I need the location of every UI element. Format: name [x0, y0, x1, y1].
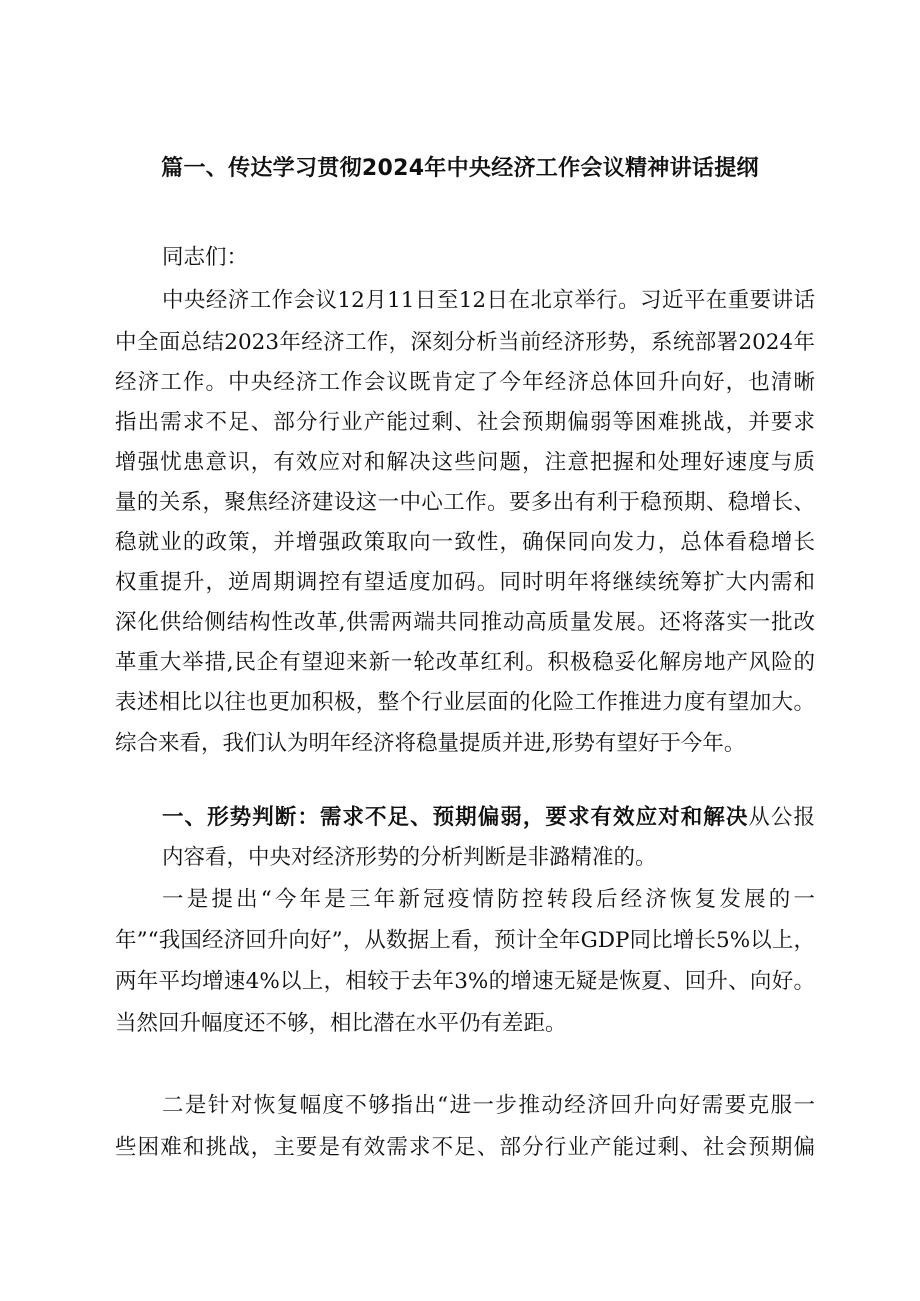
para1-line: 革重大举措,民企有望迎来新一轮改革红利。积极稳妥化解房地产风险的 [115, 650, 815, 675]
para2-line: 年”“我国经济回升向好”，从数据上看，预计全年GDP同比增长5%以上， [115, 928, 815, 953]
para1-line: 中央经济工作会议12月11日至12日在北京举行。习近平在重要讲话 [162, 288, 815, 313]
section1-heading-tail: 从公报 [748, 805, 815, 830]
section1-text-line: 内容看，中央对经济形势的分析判断是非潞精准的。 [162, 845, 657, 870]
para1-line: 权重提升，逆周期调控有望适度加码。同时明年将继续统筹扩大内需和 [115, 570, 815, 595]
para1-line: 增强忧患意识，有效应对和解决这些问题，注意把握和处理好速度与质 [115, 450, 815, 475]
para1-line: 量的关系，聚焦经济建设这一中心工作。要多出有利于稳预期、稳增长、 [115, 490, 815, 515]
para1-line: 中全面总结2023年经济工作，深刻分析当前经济形势，系统部署2024年 [115, 330, 815, 355]
para2-line: 当然回升幅度还不够，相比潜在水平仍有差距。 [115, 1011, 567, 1036]
para1-line: 表述相比以往也更加积极，整个行业层面的化险工作推进力度有望加大。 [115, 690, 815, 715]
para2-line: 两年平均增速4%以上，相较于去年3%的增速无疑是恢夏、回升、向好。 [115, 969, 815, 994]
greeting: 同志们： [162, 245, 249, 270]
section1-heading-line [162, 798, 815, 838]
document-title: 篇一、传达学习贯彻2024年中央经济工作会议精神讲话提纲 [161, 156, 759, 181]
para3-line: 些困难和挑战，主要是有效需求不足、部分行业产能过剩、社会预期偏 [115, 1135, 815, 1160]
para2-line: 一是提出“今年是三年新冠疫情防控转段后经济恢复发展的一 [162, 887, 815, 912]
section1-heading: 一、形势判断：需求不足、预期偏弱，要求有效应对和解决 [162, 805, 749, 830]
para1-line: 指出需求不足、部分行业产能过剩、社会预期偏弱等困难挑战，并要求 [115, 410, 815, 435]
para1-line: 深化供给侧结构性改革,供需两端共同推动高质量发展。还将落实一批改 [115, 610, 815, 635]
para1-line: 稳就业的政策，并增强政策取向一致性，确保同向发力，总体看稳增长 [115, 530, 815, 555]
para1-line: 综合来看，我们认为明年经济将稳量提质并进,形势有望好于今年。 [115, 731, 746, 756]
para3-line: 二是针对恢复幅度不够指出“进一步推动经济回升向好需要克服一 [162, 1093, 815, 1118]
para1-line: 经济工作。中央经济工作会议既肯定了今年经济总体回升向好，也清晰 [115, 370, 815, 395]
